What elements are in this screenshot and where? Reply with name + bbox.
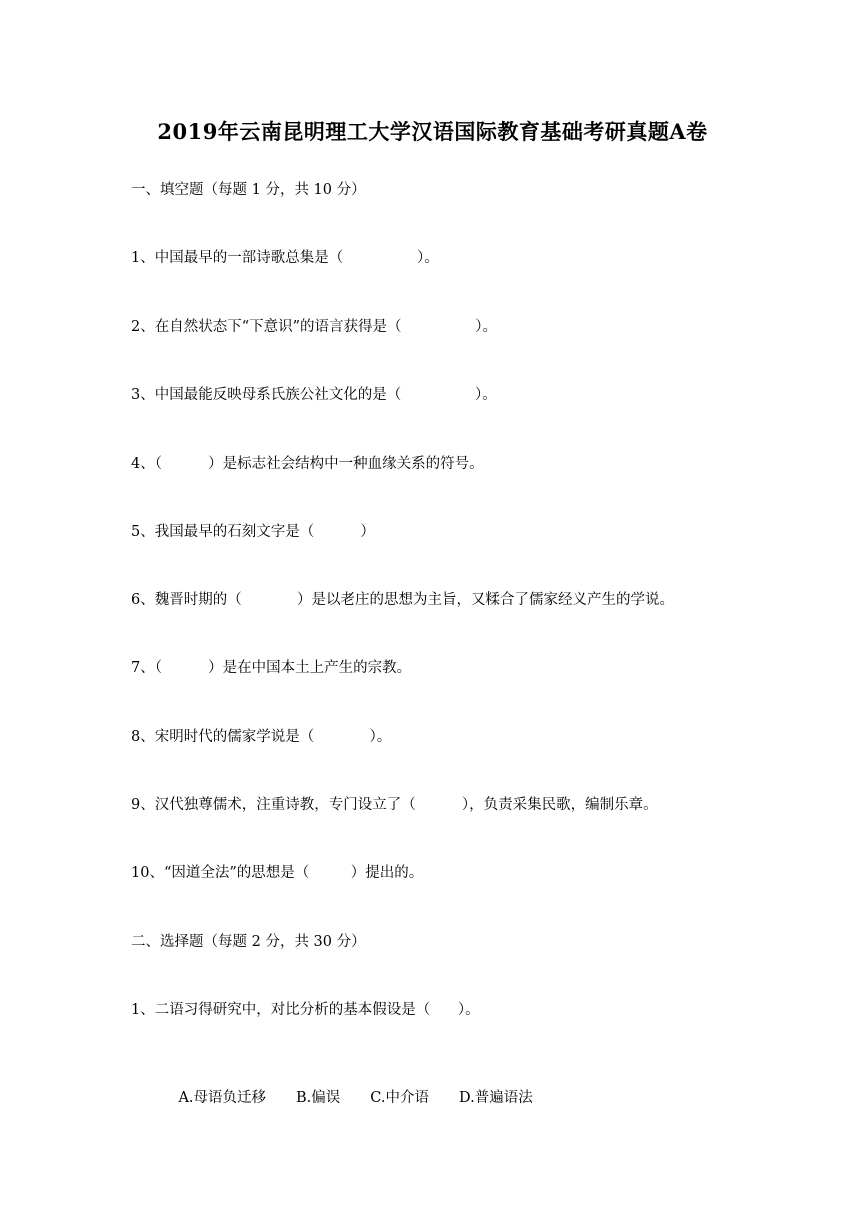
fill-question-5: 5、我国最早的石刻文字是（ ） (131, 524, 375, 540)
fill-question-7: 7、（ ）是在中国本土上产生的宗教。 (131, 660, 412, 676)
fill-question-1: 1、中国最早的一部诗歌总集是（ ）。 (131, 250, 439, 266)
option-d: D.普遍语法 (458, 1090, 533, 1106)
choice-question-1-options (160, 1068, 533, 1128)
option-c: C.中介语 (370, 1090, 429, 1106)
fill-question-4: 4、（ ）是标志社会结构中一种血缘关系的符号。 (131, 456, 484, 472)
choice-question-1: 1、二语习得研究中，对比分析的基本假设是（ ）。 (131, 1002, 480, 1018)
fill-question-6: 6、魏晋时期的（ ）是以老庄的思想为主旨，又糅合了儒家经义产生的学说。 (131, 592, 675, 608)
section1-heading: 一、填空题（每题 1 分，共 10 分） (131, 182, 366, 198)
option-b: B.偏误 (296, 1090, 341, 1106)
section2-heading: 二、选择题（每题 2 分，共 30 分） (131, 934, 366, 950)
document-title: 2019年云南昆明理工大学汉语国际教育基础考研真题A卷 (157, 119, 708, 144)
fill-question-3: 3、中国最能反映母系氏族公社文化的是（ ）。 (131, 387, 497, 403)
fill-question-2: 2、在自然状态下“下意识”的语言获得是（ ）。 (131, 319, 498, 335)
fill-question-9: 9、汉代独尊儒术，注重诗教，专门设立了（ ），负责采集民歌，编制乐章。 (131, 797, 658, 813)
fill-question-8: 8、宋明时代的儒家学说是（ ）。 (131, 729, 392, 745)
option-a: A.母语负迁移 (178, 1090, 267, 1106)
fill-question-10: 10、“因道全法”的思想是（ ）提出的。 (131, 865, 424, 881)
